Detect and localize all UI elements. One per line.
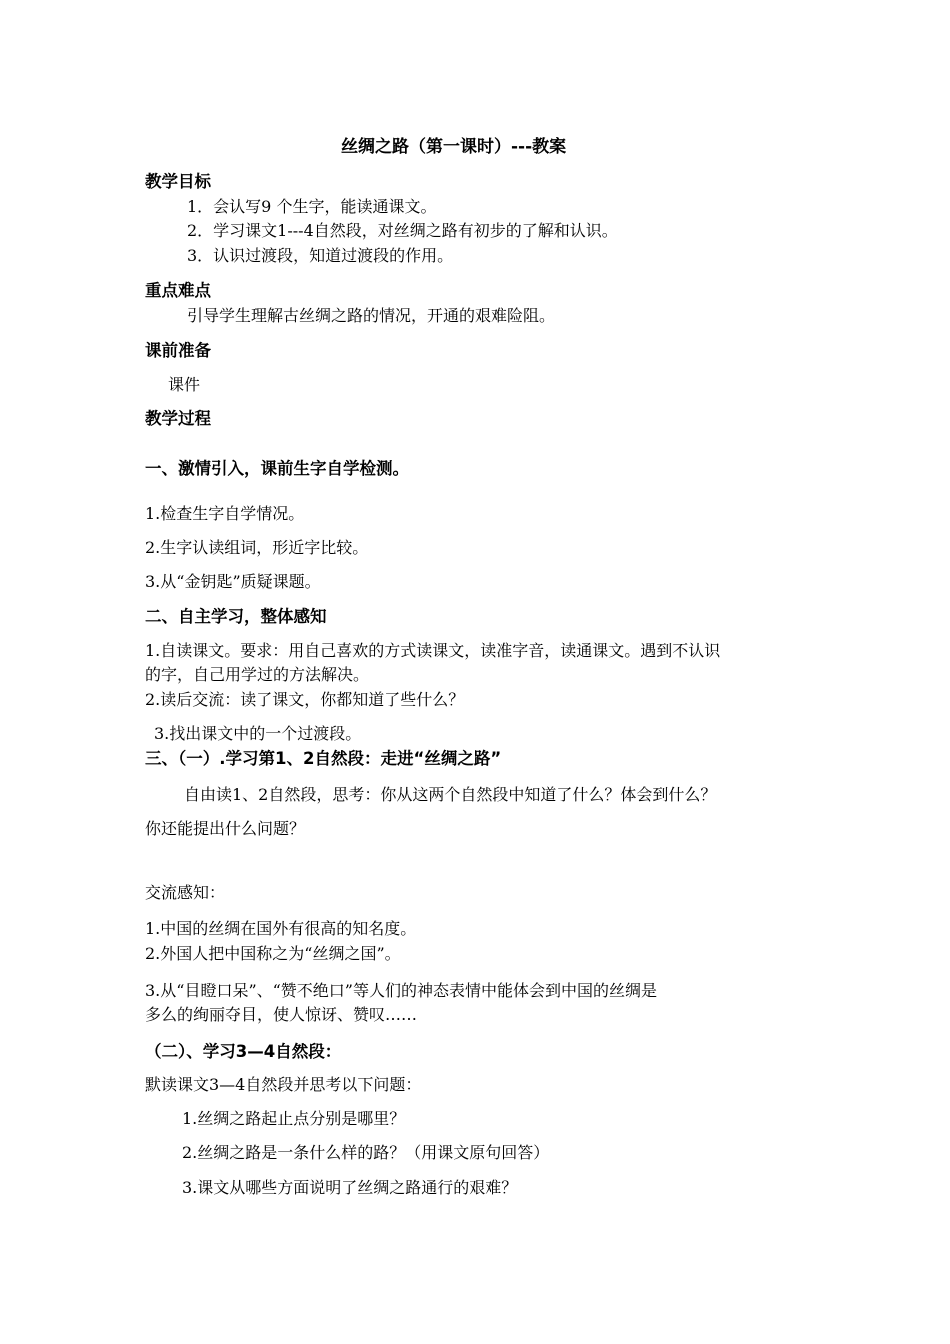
objective-item: 1．会认写9 个生字，能读通课文。 xyxy=(187,197,437,216)
section2-item: 1.自读课文。要求：用自己喜欢的方式读课文，读准字音，读通课文。遇到不认识 xyxy=(145,641,721,660)
section3-prompt-continued: 你还能提出什么问题？ xyxy=(145,819,306,838)
objective-item: 2．学习课文1---4自然段，对丝绸之路有初步的了解和认识。 xyxy=(187,221,618,240)
exchange-point: 3.从“目瞪口呆”、“赞不绝口”等人们的神态表情中能体会到中国的丝绸是 xyxy=(145,981,657,1000)
document-title: 丝绸之路（第一课时）---教案 xyxy=(341,137,567,157)
section3-heading: 三、（一）.学习第1、2自然段：走进“丝绸之路” xyxy=(145,749,502,768)
process-heading: 教学过程 xyxy=(145,409,211,428)
section4-question: 3.课文从哪些方面说明了丝绸之路通行的艰难？ xyxy=(182,1178,518,1197)
section1-heading: 一、激情引入，课前生字自学检测。 xyxy=(145,459,409,478)
key-points-heading: 重点难点 xyxy=(145,281,211,300)
section2-item: 3.找出课文中的一个过渡段。 xyxy=(154,724,362,743)
section4-question: 2.丝绸之路是一条什么样的路？（用课文原句回答） xyxy=(182,1143,550,1162)
exchange-point: 2.外国人把中国称之为“丝绸之国”。 xyxy=(145,944,401,963)
section2-item-continued: 的字，自己用学过的方法解决。 xyxy=(145,665,370,684)
exchange-point-continued: 多么的绚丽夺目，使人惊讶、赞叹…… xyxy=(145,1005,418,1024)
preparation-heading: 课前准备 xyxy=(145,341,211,360)
key-points-text: 引导学生理解古丝绸之路的情况，开通的艰难险阻。 xyxy=(187,306,556,325)
section3-prompt: 自由读1、2自然段，思考：你从这两个自然段中知道了什么？体会到什么？ xyxy=(184,785,717,804)
objective-item: 3．认识过渡段，知道过渡段的作用。 xyxy=(187,246,454,265)
section1-item: 1.检查生字自学情况。 xyxy=(145,504,305,523)
section2-item: 2.读后交流：读了课文，你都知道了些什么？ xyxy=(145,690,465,709)
section1-item: 2.生字认读组词，形近字比较。 xyxy=(145,538,369,557)
section4-intro: 默读课文3—4自然段并思考以下问题： xyxy=(145,1075,422,1094)
section4-heading: （二）、学习3—4自然段： xyxy=(145,1042,342,1061)
objectives-heading: 教学目标 xyxy=(145,172,211,191)
section2-heading: 二、自主学习，整体感知 xyxy=(145,607,327,626)
preparation-text: 课件 xyxy=(168,375,201,394)
section1-item: 3.从“金钥匙”质疑课题。 xyxy=(145,572,321,591)
section4-question: 1.丝绸之路起止点分别是哪里？ xyxy=(182,1109,406,1128)
exchange-label: 交流感知： xyxy=(145,883,226,902)
exchange-point: 1.中国的丝绸在国外有很高的知名度。 xyxy=(145,919,417,938)
